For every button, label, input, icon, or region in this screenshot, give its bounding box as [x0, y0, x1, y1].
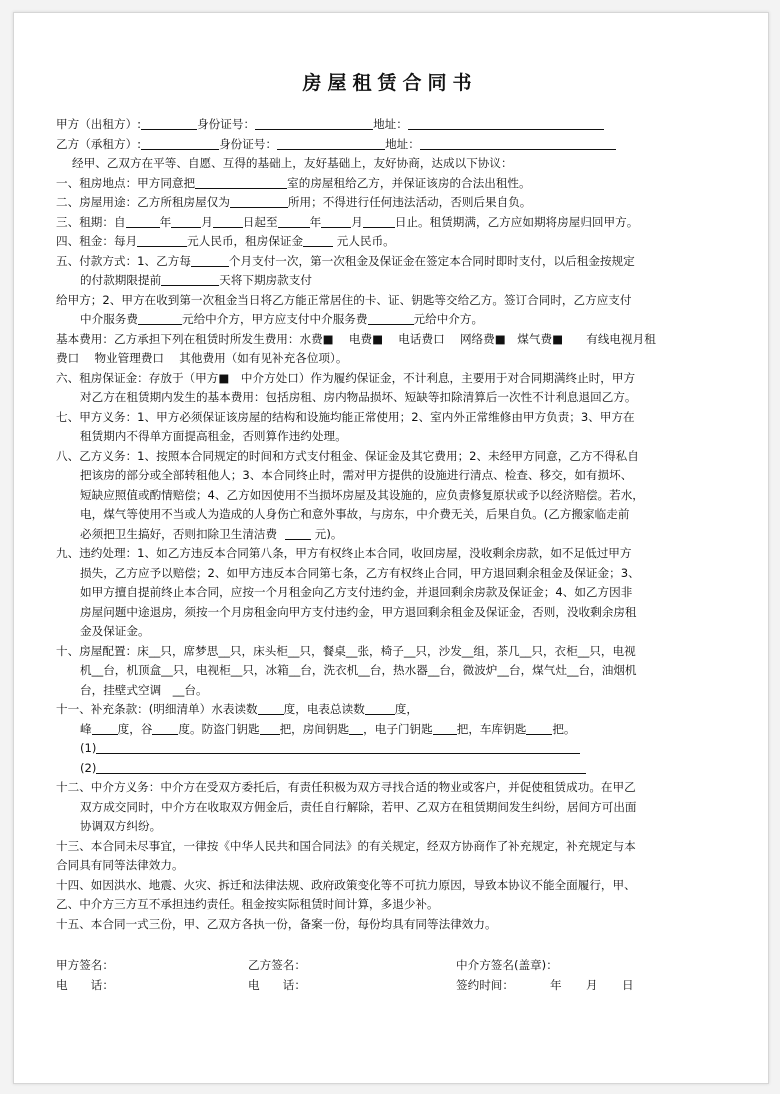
clause-12: 双方成交同时，中介方在收取双方佣金后，责任自行解除，若甲、乙双方在租赁期间发生纠纷，居间方可出面 [80, 799, 637, 814]
text: 五、付款方式：1、乙方每 [56, 253, 191, 268]
contract-title: 房屋租赁合同书 [302, 72, 478, 94]
clause-6: 对乙方在租赁期内发生的基本费用：包括房租、房内物品损坏、短缺等扣除清算后一次性不计利息退回乙方。 [80, 390, 637, 404]
text: 十一、补充条款：(明细清单）水表读数 [56, 702, 258, 716]
clause-13: 合同具有同等法律效力。 [56, 858, 184, 872]
party-a-line [56, 115, 724, 135]
party-a-label: 甲方（出租方）: [56, 117, 142, 131]
text: 度。防盗门钥匙 [178, 721, 260, 736]
text: 月 [201, 214, 213, 229]
text: 年 [309, 214, 322, 229]
text: ，电子门钥匙 [363, 721, 433, 736]
blank [137, 232, 187, 247]
blank [277, 135, 385, 150]
clause-5 [56, 252, 724, 272]
clause-8: 短缺应照值或酌情赔偿；4、乙方如因使用不当损坏房屋及其设施的，应负责修复原状或予以经济赔偿。若水， [80, 487, 644, 502]
clause-7: 租赁期内不得单方面提高租金，否则算作违约处理。 [80, 429, 347, 443]
text: 日止。租赁期满，乙方应如期将房屋归回甲方。 [394, 214, 639, 229]
clause-8: 把该房的部分或全部转租他人；3、本合同终止时，需对甲方提供的设施进行清点、检查、移交，如有损坏、 [80, 468, 633, 482]
blank [92, 720, 118, 735]
clause-5-cont [56, 271, 724, 291]
id-label: 身份证号： [197, 117, 256, 131]
blank [278, 213, 310, 228]
text: 度，电表总读数 [283, 702, 365, 716]
blank [363, 213, 395, 228]
fees-line: 费口 物业管理费口 其他费用（如有见补充各位项）。 [56, 351, 348, 365]
blank [96, 759, 586, 774]
clause-9: 损失，乙方应予以赔偿；2、如甲方违反本合同第七条，乙方有权终止合同，甲方退回剩余租金及保证金；3、 [80, 565, 640, 580]
blank [141, 115, 197, 130]
clause-9: 房屋问题中途退房，须按一个月房租金向甲方支付违约金，甲方退回剩余租金及保证金，否则，没收剩余房租 [80, 604, 637, 619]
clause-1 [56, 174, 724, 194]
clause-10: 台，挂壁式空调 __台。 [80, 682, 208, 697]
text: (1) [80, 741, 97, 755]
clause-5-cont [56, 310, 724, 330]
clause-2 [56, 193, 724, 213]
clause-7: 七、甲方义务：1、甲方必须保证该房屋的结构和设施均能正常使用；2、室内外正常维修由甲方负责；3、甲方在 [56, 409, 635, 424]
clause-5-cont: 给甲方；2、甲方在收到第一次租金当日将乙方能正常居住的卡、证、钥匙等交给乙方。签订合同时，乙方应支付 [56, 292, 632, 307]
text: 元给中介方，甲方应支付中介服务费 [181, 312, 368, 326]
blank [126, 213, 160, 228]
text: 年 [159, 214, 172, 229]
blank [260, 720, 280, 735]
text: 室的房屋租给乙方，并保证该房的合法出租性。 [287, 175, 531, 190]
clause-9: 九、违约处理：1、如乙方违反本合同第八条，甲方有权终止本合同，收回房屋，没收剩余房款，如不足低过甲方 [56, 546, 632, 560]
blank [365, 700, 395, 715]
text: 个月支付一次，第一次租金及保证金在签定本合同时即时支付，以后租金按规定 [228, 253, 635, 268]
party-a-phone: 电 话： [56, 978, 114, 992]
text: 四、租金：每月 [56, 234, 138, 248]
text: 中介服务费 [80, 312, 138, 326]
clause-12: 协调双方纠纷。 [80, 819, 162, 833]
clause-8 [56, 525, 724, 545]
clause-9: 如甲方擅自提前终止本合同，应按一个月租金向乙方支付违约金，并退回剩余房款及保证金；4、如乙方因非 [80, 585, 633, 599]
blank [285, 525, 311, 540]
clause-3 [56, 213, 724, 233]
clause-13: 十三、本合同未尽事宜，一律按《中华人民共和国合同法》的有关规定，经双方协商作了补充规定，补充规定与本 [56, 838, 636, 853]
blank [433, 720, 457, 735]
blank [230, 193, 288, 208]
text: 元)。 [311, 526, 343, 541]
blank [258, 700, 284, 715]
blank [349, 720, 363, 735]
text: 把，房间钥匙 [279, 721, 350, 736]
text: 度，谷 [117, 721, 153, 736]
text: 元人民币。 [333, 234, 395, 248]
date-day: 日 [622, 978, 634, 992]
agent-signature: 中介方签名(盖章)： [456, 958, 558, 972]
text: 把，车库钥匙 [456, 721, 527, 736]
blank [213, 213, 243, 228]
date-year: 年 [550, 978, 562, 992]
blank [321, 213, 351, 228]
clause-8: 电，煤气等使用不当或人为造成的人身伤亡和意外事故，与房东，中介费无关，后果自负。(乙方搬家临走前 [80, 507, 630, 521]
text: 峰 [80, 721, 92, 736]
blank [420, 135, 616, 150]
blank [141, 135, 219, 150]
text: 一、租房地点：甲方同意把 [56, 175, 196, 190]
blank [368, 310, 414, 325]
party-a-signature: 甲方签名： [56, 958, 114, 972]
blank [161, 271, 219, 286]
blank [526, 720, 552, 735]
text: (2) [80, 760, 97, 775]
clause-6: 六、租房保证金：存放于（甲方■ 中介方处口）作为履约保证金，不计利息，主要用于对合同期满终止时，甲方 [56, 370, 636, 385]
blank [255, 115, 373, 130]
clause-14: 十四、如因洪水、地震、火灾、拆迁和法律法规、政府政策变化等不可抗力原因，导致本协议不能全面履行，甲、 [56, 877, 636, 892]
clause-8: 八、乙方义务：1、按照本合同规定的时间和方式支付租金、保证金及其它费用；2、未经甲方同意，乙方不得私自 [56, 448, 639, 463]
text: 必须把卫生搞好，否则扣除卫生清洁费 [80, 526, 278, 541]
party-b-line [56, 135, 724, 155]
text: 把。 [552, 721, 576, 736]
text: 天将下期房款支付 [219, 273, 312, 287]
clause-12: 十二、中介方义务：中介方在受双方委托后，有责任积极为双方寻找合适的物业或客户，并促使租赁成功。在甲乙 [56, 780, 636, 794]
clause-15: 十五、本合同一式三份，甲、乙双方各执一份，备案一份，每份均具有同等法律效力。 [56, 916, 497, 931]
blank [171, 213, 201, 228]
fees-line: 基本费用：乙方承担下列在租赁时所发生费用：水费■ 电费■ 电话费口 网络费■ 煤气费■ 有线电视月租 [56, 331, 656, 346]
party-b-phone: 电 话： [248, 978, 306, 992]
date-month: 月 [586, 978, 598, 992]
text: 所用；不得进行任何违法活动，否则后果自负。 [287, 195, 532, 209]
blank [96, 739, 580, 754]
clause-11 [56, 700, 724, 720]
clause-10: 机__台，机顶盒__只，电视柜__只，冰箱__台，洗衣机__台，热水器__台，微波炉__台，煤气灶__台，油烟机 [80, 663, 637, 677]
blank [195, 174, 287, 189]
party-b-label: 乙方（承租方）: [56, 136, 142, 151]
blank [138, 310, 182, 325]
addr-label: 地址： [373, 117, 408, 131]
text: 元人民币，租房保证金 [187, 234, 304, 248]
text: 三、租期：自 [56, 214, 126, 229]
clause-11 [56, 720, 724, 740]
intro: 经甲、乙双方在平等、自愿、互得的基础上，友好基础上，友好协商，达成以下协议： [72, 156, 513, 170]
id-label: 身份证号： [219, 136, 278, 151]
blank [152, 720, 178, 735]
clause-11-item-1 [56, 739, 724, 759]
text: 的付款期限提前 [80, 273, 162, 287]
clause-14: 乙、中介方三方互不承担违约责任。租金按实际租赁时间计算，多退少补。 [56, 897, 439, 911]
blank [408, 115, 604, 130]
text: 元给中介方。 [413, 312, 484, 326]
text: 日起至 [242, 214, 278, 229]
text: 月 [351, 214, 363, 229]
clause-9: 金及保证金。 [80, 624, 150, 638]
addr-label: 地址： [385, 136, 420, 151]
clause-4 [56, 232, 724, 252]
clause-11-item-2 [56, 759, 724, 779]
sign-date-label: 签约时间： [456, 978, 514, 992]
text: 二、房屋用途：乙方所租房屋仅为 [56, 195, 230, 209]
blank [191, 252, 229, 267]
contract-body [56, 115, 724, 934]
blank [303, 232, 333, 247]
party-b-signature: 乙方签名： [248, 958, 306, 972]
text: 度， [394, 702, 418, 716]
clause-10: 十、房屋配置：床__只，席梦思__只，床头柜__只，餐桌__张，椅子__只，沙发__组，茶几__只，衣柜__只，电视 [56, 643, 636, 658]
